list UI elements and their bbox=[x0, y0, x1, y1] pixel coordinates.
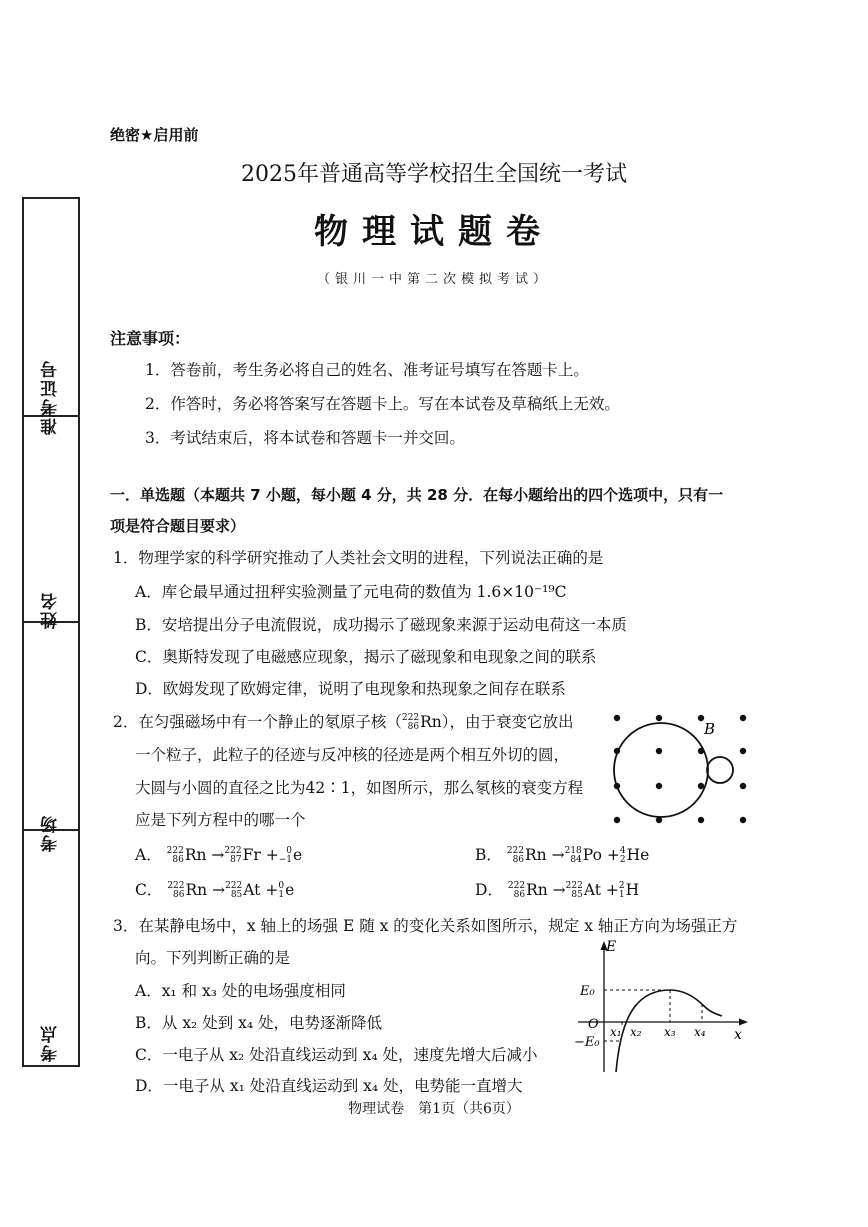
q1-option-a: A．库仑最早通过扭秤实验测量了元电荷的数值为 1.6×10⁻¹⁹C bbox=[135, 583, 567, 601]
q2-option-c: C． 222 86 Rn → 222 85 At + 0 1 e bbox=[135, 881, 295, 900]
neg-e0-label: −E₀ bbox=[574, 1035, 600, 1050]
question-2-stem bbox=[113, 710, 573, 732]
notice-heading: 注意事项： bbox=[110, 329, 191, 348]
q2-option-d: D． 222 86 Rn → 222 85 At + 2 1 H bbox=[475, 881, 640, 900]
x-axis-label: x bbox=[734, 1027, 742, 1043]
q3-option-b: B．从 x₂ 处到 x₄ 处，电势逐渐降低 bbox=[135, 1014, 383, 1032]
q3-option-c: C．一电子从 x₂ 处沿直线运动到 x₄ 处，速度先增大后减小 bbox=[135, 1046, 538, 1064]
notice-item: 2．作答时，务必将答案写在答题卡上。写在本试卷及草稿纸上无效。 bbox=[145, 395, 620, 413]
x2-label: x₂ bbox=[630, 1025, 642, 1039]
x4-label: x₄ bbox=[694, 1025, 706, 1039]
q1-option-d: D．欧姆发现了欧姆定律，说明了电现象和热现象之间存在联系 bbox=[135, 680, 566, 698]
q3-field-graph bbox=[572, 938, 758, 1078]
q3-stem-line2: 向。下列判断正确的是 bbox=[135, 949, 291, 967]
q2-option-a: A． 222 86 Rn → 222 87 Fr + 0 −1 e bbox=[135, 846, 303, 865]
confidential-mark: 绝密★启用前 bbox=[110, 126, 199, 144]
section-heading: 一．单选题（本题共 7 小题，每小题 4 分，共 28 分．在每小题给出的四个选项中，只有一 bbox=[110, 486, 724, 504]
q2-stem-line3: 大圆与小圆的直径之比为42∶1，如图所示，那么氡核的衰变方程 bbox=[135, 779, 584, 797]
notice-item: 1．答卷前，考生务必将自己的姓名、准考证号填写在答题卡上。 bbox=[145, 361, 589, 379]
q2-stem-part1: 2．在匀强磁场中有一个静止的氡原子核（ bbox=[113, 713, 402, 731]
field-label-b: B bbox=[704, 720, 716, 738]
q2-stem-part2: Rn），由于衰变它放出 bbox=[420, 713, 574, 731]
page-footer: 物理试卷 第1页（共6页） bbox=[348, 1101, 520, 1117]
paper-title: 物理试题卷 bbox=[314, 212, 554, 252]
small-track-circle bbox=[707, 757, 733, 783]
e-axis-label: E bbox=[606, 939, 617, 955]
notice-item: 3．考试结束后，将本试卷和答题卡一并交回。 bbox=[145, 429, 465, 447]
q2-stem-line2: 一个粒子，此粒子的径迹与反冲核的径迹是两个相互外切的圆， bbox=[135, 746, 570, 764]
sidebar-label-exam-site: 考点 bbox=[41, 1024, 61, 1062]
q2-stem-line4: 应是下列方程中的哪一个 bbox=[135, 811, 306, 829]
candidate-info-sidebar bbox=[22, 197, 80, 1067]
rn-mass-number: 222 bbox=[401, 713, 420, 723]
q3-option-d: D．一电子从 x₁ 处沿直线运动到 x₄ 处，电势能一直增大 bbox=[135, 1077, 523, 1095]
large-track-circle bbox=[614, 723, 708, 817]
question-3-stem: 3．在某静电场中，x 轴上的场强 E 随 x 的变化关系如图所示，规定 x 轴正方向为场强正方 bbox=[113, 917, 738, 935]
exam-title: 2025年普通高等学校招生全国统一考试 bbox=[241, 162, 627, 187]
q1-option-c: C．奥斯特发现了电磁感应现象，揭示了磁现象和电现象之间的联系 bbox=[135, 648, 597, 666]
q2-magnetic-field-figure bbox=[600, 706, 760, 830]
section-heading-cont: 项是符合题目要求） bbox=[110, 517, 246, 535]
sidebar-label-exam-room: 考场 bbox=[41, 814, 61, 852]
option-label: A． bbox=[135, 846, 162, 864]
option-label: D． bbox=[475, 881, 503, 899]
e0-label: E₀ bbox=[580, 984, 595, 999]
option-label: C． bbox=[135, 881, 163, 899]
q1-option-b: B．安培提出分子电流假说，成功揭示了磁现象来源于运动电荷这一本质 bbox=[135, 616, 627, 634]
paper-subtitle: （银川一中第二次模拟考试） bbox=[316, 272, 551, 287]
x-axis-arrow bbox=[739, 1019, 748, 1026]
sidebar-label-name: 姓名 bbox=[41, 591, 61, 629]
option-label: B． bbox=[475, 846, 502, 864]
q3-option-a: A．x₁ 和 x₃ 处的电场强度相同 bbox=[135, 982, 346, 1000]
x3-label: x₃ bbox=[664, 1025, 676, 1039]
q2-option-b: B． 222 86 Rn → 218 84 Po + 4 2 He bbox=[475, 846, 650, 865]
rn-atomic-number: 86 bbox=[407, 722, 420, 732]
sidebar-label-admission-number: 准考证号 bbox=[41, 359, 61, 435]
origin-label: O bbox=[588, 1017, 599, 1032]
rn-nuclide-scripts bbox=[402, 714, 419, 732]
x1-label: x₁ bbox=[610, 1025, 622, 1039]
question-1-stem: 1．物理学家的科学研究推动了人类社会文明的进程，下列说法正确的是 bbox=[113, 549, 604, 567]
